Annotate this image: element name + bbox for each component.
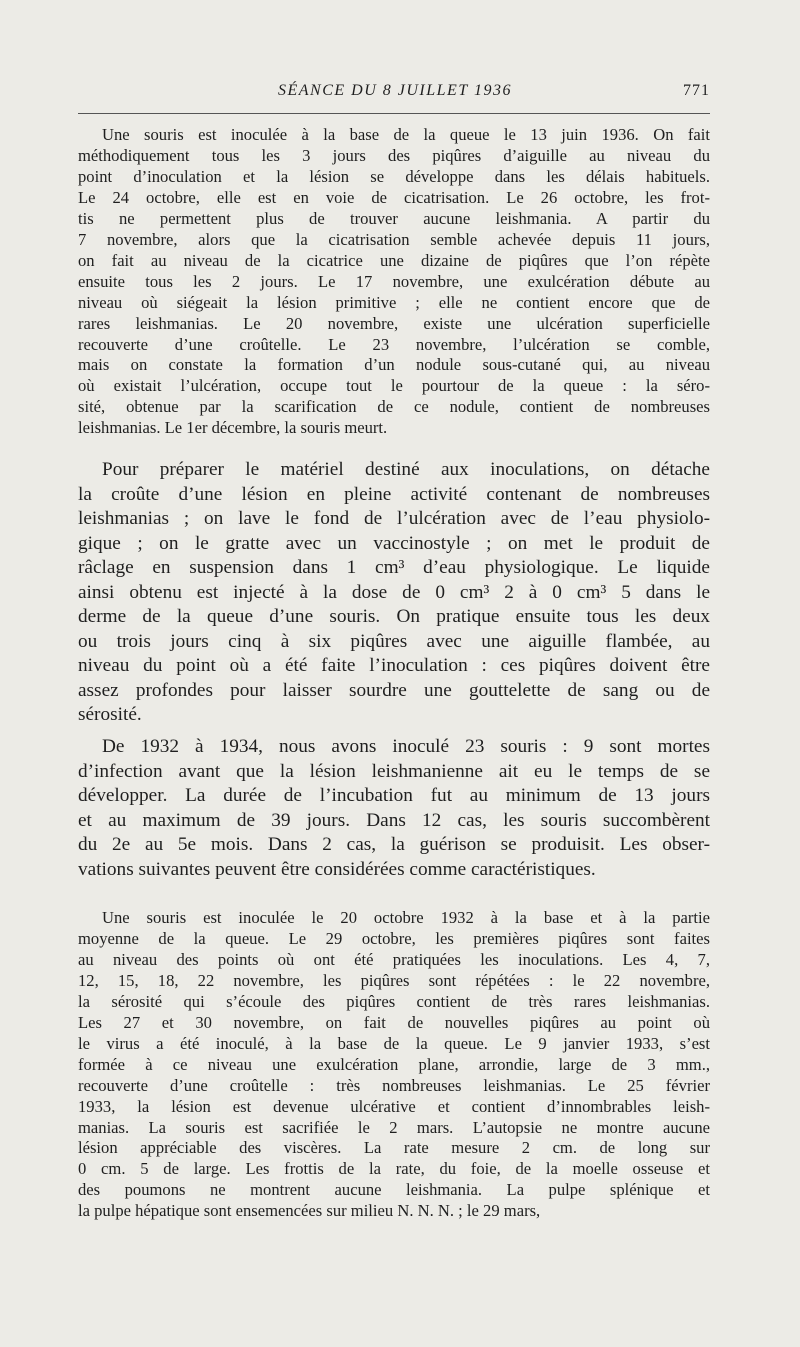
paragraph-line: Le 24 octobre, elle est en voie de cicatrisation. Le 26 octobre, les frot- xyxy=(78,187,710,207)
paragraph-line: rares leishmanias. Le 20 novembre, existe une ulcération superficielle xyxy=(78,313,710,333)
paragraph-line: ou trois jours cinq à six piqûres avec une aiguille flambée, au xyxy=(78,630,710,652)
paragraph-line: ensuite tous les 2 jours. Le 17 novembre, une exulcération débute au xyxy=(78,271,710,291)
paragraph-line: point d’inoculation et la lésion se développe dans les délais habituels. xyxy=(78,166,710,186)
paragraph-line: 12, 15, 18, 22 novembre, les piqûres sont répétées : le 22 novembre, xyxy=(78,970,710,990)
method-paragraph xyxy=(78,458,710,728)
paragraph-line: d’infection avant que la lésion leishmanienne ait eu le temps de se xyxy=(78,760,710,782)
paragraph-line: gique ; on le gratte avec un vaccinostyle ; on met le produit de xyxy=(78,532,710,554)
running-title: SÉANCE DU 8 JUILLET 1936 xyxy=(278,82,512,99)
paragraph-line: mais on constate la formation d’un nodule sous-cutané qui, au niveau xyxy=(78,355,710,375)
paragraph-line: râclage en suspension dans 1 cm³ d’eau physiologique. Le liquide xyxy=(78,557,710,578)
case-paragraph-2 xyxy=(78,908,710,1222)
paragraph-line: lésion appréciable des viscères. La rate mesure 2 cm. de long sur xyxy=(78,1138,710,1158)
results-paragraph xyxy=(78,735,710,882)
paragraph-line: Pour préparer le matériel destiné aux inoculations, on détache xyxy=(102,459,710,480)
paragraph-line: sérosité. xyxy=(78,704,142,725)
paragraph-line: 0 cm. 5 de large. Les frottis de la rate, du foie, de la moelle osseuse et xyxy=(78,1159,710,1179)
paragraph-line: assez profondes pour laisser sourdre une gouttelette de sang ou de xyxy=(78,679,710,701)
paragraph-line: Les 27 et 30 novembre, on fait de nouvelles piqûres au point où xyxy=(78,1012,710,1032)
paragraph-line: du 2e au 5e mois. Dans 2 cas, la guérison se produisit. Les obser- xyxy=(78,834,710,855)
paragraph-line: et au maximum de 39 jours. Dans 12 cas, les souris succombèrent xyxy=(78,809,710,831)
paragraph-line: des poumons ne montrent aucune leishmania. La pulpe splénique et xyxy=(78,1180,710,1200)
paragraph-line: niveau du point où a été faite l’inoculation : ces piqûres doivent être xyxy=(78,655,710,676)
paragraph-line: recouverte d’une croûtelle. Le 23 novembre, l’ulcération se comble, xyxy=(78,334,710,354)
paragraph-line: derme de la queue d’une souris. On pratique ensuite tous les deux xyxy=(78,606,710,627)
paragraph-line: on fait au niveau de la cicatrice une dizaine de piqûres que l’on répète xyxy=(78,250,710,270)
paragraph-line: moyenne de la queue. Le 29 octobre, les premières piqûres sont faites xyxy=(78,928,710,948)
paragraph-line: la croûte d’une lésion en pleine activité contenant de nombreuses xyxy=(78,483,710,505)
paragraph-line: Une souris est inoculée à la base de la queue le 13 juin 1936. On fait xyxy=(102,125,710,144)
case-paragraph-1 xyxy=(78,125,710,439)
paragraph-line: développer. La durée de l’incubation fut au minimum de 13 jours xyxy=(78,785,710,806)
header-rule xyxy=(78,113,710,114)
paragraph-line: au niveau des points où ont été pratiquées les inoculations. Les 4, 7, xyxy=(78,949,710,969)
paragraph-line: De 1932 à 1934, nous avons inoculé 23 souris : 9 sont mortes xyxy=(102,736,710,757)
paragraph-line: vations suivantes peuvent être considérées comme caractéristiques. xyxy=(78,858,596,880)
paragraph-line: recouverte d’une croûtelle : très nombreuses leishmanias. Le 25 février xyxy=(78,1075,710,1095)
paragraph-line: niveau où siégeait la lésion primitive ; elle ne contient encore que de xyxy=(78,292,710,312)
paragraph-line: ainsi obtenu est injecté à la dose de 0 cm³ 2 à 0 cm³ 5 dans le xyxy=(78,581,710,603)
paragraph-line: 1933, la lésion est devenue ulcérative et contient d’innombrables leish- xyxy=(78,1096,710,1116)
paragraph-line: leishmanias ; on lave le fond de l’ulcération avec de l’eau physiolo- xyxy=(78,508,710,529)
paragraph-line: 7 novembre, alors que la cicatrisation semble achevée depuis 11 jours, xyxy=(78,229,710,249)
paragraph-line: Une souris est inoculée le 20 octobre 1932 à la base et à la partie xyxy=(102,908,710,927)
running-header xyxy=(78,82,710,108)
paragraph-line: sité, obtenue par la scarification de ce nodule, contient de nombreuses xyxy=(78,397,710,417)
paragraph-line: manias. La souris est sacrifiée le 2 mars. L’autopsie ne montre aucune xyxy=(78,1117,710,1137)
paragraph-line: la pulpe hépatique sont ensemencées sur milieu N. N. N. ; le 29 mars, xyxy=(78,1201,541,1221)
paragraph-line: méthodiquement tous les 3 jours des piqûres d’aiguille au niveau du xyxy=(78,145,710,165)
paragraph-line: où existait l’ulcération, occupe tout le pourtour de la queue : la séro- xyxy=(78,376,710,396)
paragraph-line: la sérosité qui s’écoule des piqûres contient de très rares leishmanias. xyxy=(78,991,710,1011)
paragraph-line: tis ne permettent plus de trouver aucune leishmania. A partir du xyxy=(78,208,710,228)
paragraph-line: formée à ce niveau une exulcération plane, arrondie, large de 3 mm., xyxy=(78,1054,710,1074)
paragraph-line: le virus a été inoculé, à la base de la queue. Le 9 janvier 1933, s’est xyxy=(78,1033,710,1053)
paragraph-line: leishmanias. Le 1er décembre, la souris meurt. xyxy=(78,418,388,438)
page-number: 771 xyxy=(683,82,710,99)
